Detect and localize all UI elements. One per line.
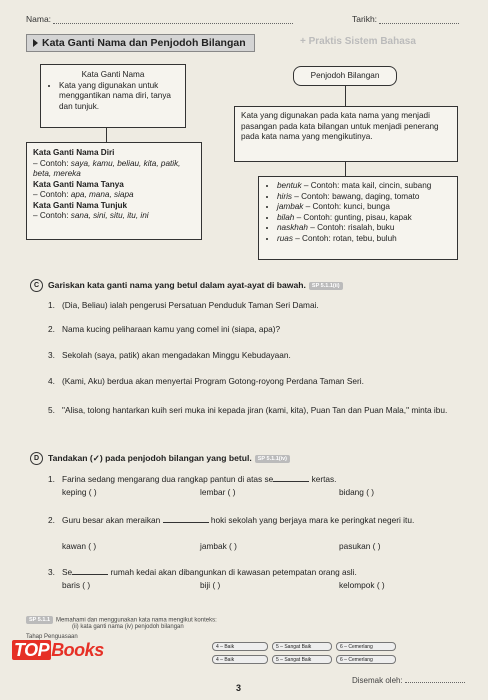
d2-option-3[interactable]: pasukan ( ) [339, 541, 381, 551]
kgn-diri-title: Kata Ganti Nama Diri [33, 148, 115, 157]
c-question: 4. (Kami, Aku) berdua akan menyertai Program Gotong-royong Perdana Taman Seri. [48, 376, 364, 386]
pb-item: • naskhah – Contoh: risalah, buku [277, 223, 451, 234]
kgn-definition: • Kata yang digunakan untuk menggantikan nama diri, tanya dan tunjuk. [59, 81, 179, 113]
tarikh-label: Tarikh: [352, 14, 459, 24]
section-title: Kata Ganti Nama dan Penjodoh Bilangan [26, 34, 255, 52]
d-question-1: 1. Farina sedang mengarang dua rangkap pantun di atas se kertas. [48, 474, 337, 484]
connector [106, 128, 107, 142]
pb-item: • hiris – Contoh: bawang, daging, tomato [277, 192, 451, 203]
pb-definition-box [234, 106, 458, 162]
connector [345, 162, 346, 176]
d3-option-3[interactable]: kelompok ( ) [339, 580, 385, 590]
d3-option-2[interactable]: biji ( ) [200, 580, 221, 590]
kgn-diri-examples: – Contoh: saya, kamu, beliau, kita, patik, beta, mereka [33, 158, 181, 178]
triangle-icon [33, 39, 38, 47]
section-d-heading: D Tandakan (✓) pada penjodoh bilangan yang betul. SP 5.1.1(iv) [30, 452, 290, 465]
rating-6[interactable]: 6 – Cemerlang [336, 655, 396, 664]
c-question: 1. (Dia, Beliau) ialah pengerusi Persatuan Penduduk Taman Seri Damai. [48, 300, 319, 310]
kgn-tanya-title: Kata Ganti Nama Tanya [33, 179, 124, 189]
pb-item: • bentuk – Contoh: mata kail, cincin, subang [277, 181, 451, 192]
c-question: 3. Sekolah (saya, patik) akan mengadakan Minggu Kebudayaan. [48, 350, 291, 360]
c-question: 2. Nama kucing peliharaan kamu yang comel ini (siapa, apa)? [48, 324, 281, 334]
d2-option-2[interactable]: jambak ( ) [200, 541, 237, 551]
rating-4[interactable]: 4 – Baik [212, 642, 268, 651]
sp-tag: SP 5.1.1(iv) [255, 455, 290, 463]
pb-item: • jambak – Contoh: kunci, bunga [277, 202, 451, 213]
kgn-tanya-examples: – Contoh: apa, mana, siapa [33, 190, 134, 199]
footer-sub: (ii) kata ganti nama (iv) penjodoh bilangan [72, 624, 184, 630]
page-number: 3 [236, 683, 242, 693]
section-c-heading: C Gariskan kata ganti nama yang betul dalam ayat-ayat di bawah. SP 5.1.1(ii) [30, 279, 343, 292]
d3-option-1[interactable]: baris ( ) [62, 580, 91, 590]
kgn-tunjuk-examples: – Contoh: sana, sini, situ, itu, ini [33, 211, 149, 220]
answer-blank[interactable] [163, 522, 209, 523]
pb-examples-box [258, 176, 458, 260]
kgn-definition-box [40, 64, 186, 128]
d-question-3: 3. Se rumah kedai akan dibangunkan di kawasan petempatan orang asli. [48, 567, 357, 577]
pb-heading: Penjodoh Bilangan [293, 66, 397, 86]
kgn-heading: Kata Ganti Nama [81, 70, 145, 79]
pb-item: • ruas – Contoh: rotan, tebu, buluh [277, 234, 451, 245]
section-d-letter: D [30, 452, 43, 465]
rating-5[interactable]: 5 – Sangat Baik [272, 642, 332, 651]
rating-6[interactable]: 6 – Cemerlang [336, 642, 396, 651]
connector [345, 86, 346, 106]
kgn-tunjuk-title: Kata Ganti Nama Tunjuk [33, 200, 128, 210]
kgn-examples-box [26, 142, 202, 240]
footer-sp: SP 5.1.1 Memahami dan menggunakan kata nama mengikut konteks: [26, 616, 217, 624]
disemak-label: Disemak oleh: [352, 676, 465, 685]
nama-label: Nama: [26, 14, 293, 24]
d1-option-3[interactable]: bidang ( ) [339, 487, 375, 497]
c-question: 5. "Alisa, tolong hantarkan kuih seri muka ini kepada jiran (kami, kita), Puan Tan dan Puan Mala," minta ibu. [48, 405, 448, 415]
d1-option-2[interactable]: lembar ( ) [200, 487, 236, 497]
pb-list [265, 181, 451, 244]
section-c-letter: C [30, 279, 43, 292]
footer-tahap: Tahap Penguasaan [26, 634, 78, 640]
pb-definition: Kata yang digunakan pada kata nama yang menjadi pasangan pada kata bilangan untuk menjadi penerang pada kata nama yang mengikutinya. [241, 111, 439, 141]
sp-tag: SP 5.1.1(ii) [309, 282, 343, 290]
answer-blank[interactable] [72, 574, 108, 575]
ghost-text: + Praktis Sistem Bahasa [300, 36, 416, 47]
rating-4[interactable]: 4 – Baik [212, 655, 268, 664]
rating-5[interactable]: 5 – Sangat Baik [272, 655, 332, 664]
pb-item: • bilah – Contoh: gunting, pisau, kapak [277, 213, 451, 224]
answer-blank[interactable] [273, 481, 309, 482]
d-question-2: 2. Guru besar akan meraikan hoki sekolah yang berjaya mara ke peringkat negeri itu. [48, 515, 415, 525]
d2-option-1[interactable]: kawan ( ) [62, 541, 97, 551]
d1-option-1[interactable]: keping ( ) [62, 487, 97, 497]
topbooks-logo: TOP Books [14, 640, 104, 660]
